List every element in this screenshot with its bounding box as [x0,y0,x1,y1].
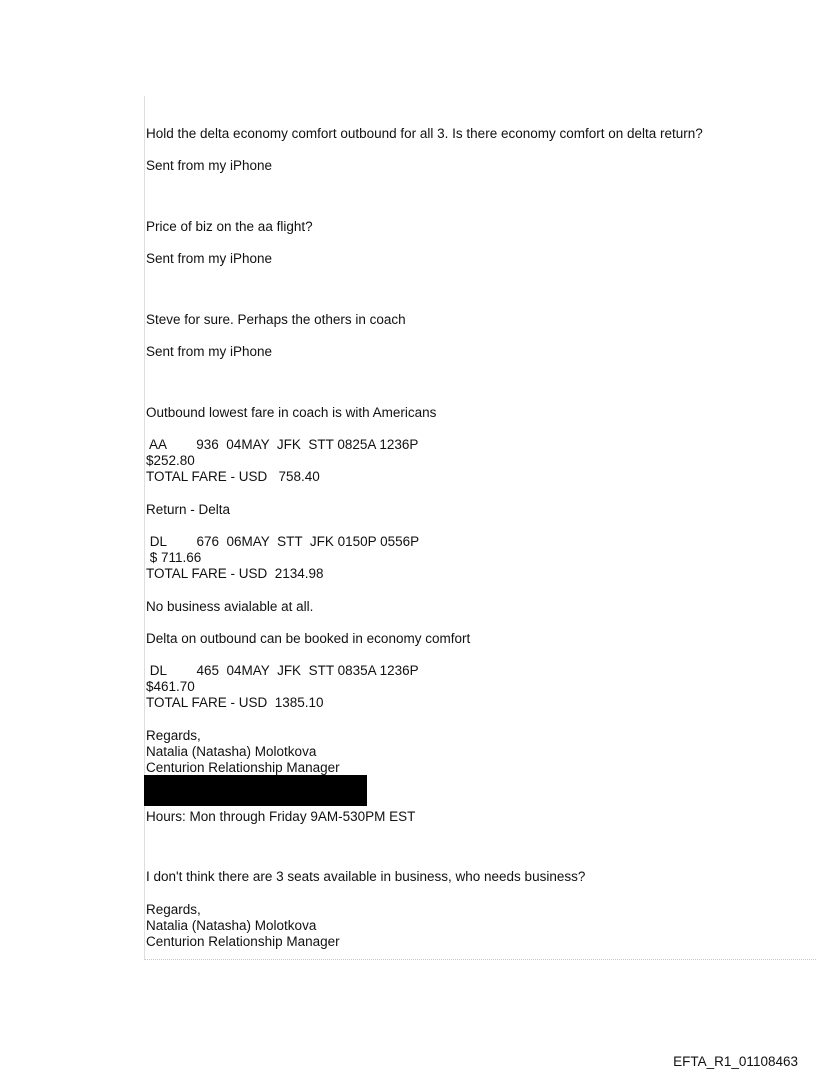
comfort-intro: Delta on outbound can be booked in economy comfort [146,631,471,646]
earlier-message-body: I don't think there are 3 seats available in business, who needs business? [146,869,586,884]
earlier-regards: Regards, [146,902,201,917]
comfort-flight-price: $461.70 [146,679,195,694]
outbound-flight-total: TOTAL FARE - USD 758.40 [146,469,320,484]
message-1-body: Hold the delta economy comfort outbound for all 3. Is there economy comfort on delta return? [146,126,703,141]
reply-sender-name: Natalia (Natasha) Molotkova [146,744,317,759]
reply-hours: Hours: Mon through Friday 9AM-530PM EST [146,809,416,824]
outbound-intro: Outbound lowest fare in coach is with Americans [146,405,437,420]
reply-regards: Regards, [146,728,201,743]
comfort-flight-total: TOTAL FARE - USD 1385.10 [146,695,324,710]
message-2-body: Price of biz on the aa flight? [146,219,313,234]
document-id: EFTA_R1_01108463 [673,1054,798,1069]
return-flight-price: $ 711.66 [146,550,202,565]
comfort-flight-segment: DL 465 04MAY JFK STT 0835A 1236P [146,663,419,678]
return-flight-segment: DL 676 06MAY STT JFK 0150P 0556P [146,534,420,549]
message-1-signature: Sent from my iPhone [146,158,273,173]
message-2-signature: Sent from my iPhone [146,251,273,266]
redaction-block [144,775,367,806]
earlier-sender-name: Natalia (Natasha) Molotkova [146,918,317,933]
earlier-sender-title: Centurion Relationship Manager [146,934,340,949]
outbound-flight-segment: AA 936 04MAY JFK STT 0825A 1236P [146,437,419,452]
message-3-signature: Sent from my iPhone [146,344,273,359]
return-intro: Return - Delta [146,502,231,517]
reply-sender-title: Centurion Relationship Manager [146,760,340,775]
outbound-flight-price: $252.80 [146,453,195,468]
message-3-body: Steve for sure. Perhaps the others in coach [146,312,406,327]
business-note: No business avialable at all. [146,599,314,614]
return-flight-total: TOTAL FARE - USD 2134.98 [146,566,324,581]
